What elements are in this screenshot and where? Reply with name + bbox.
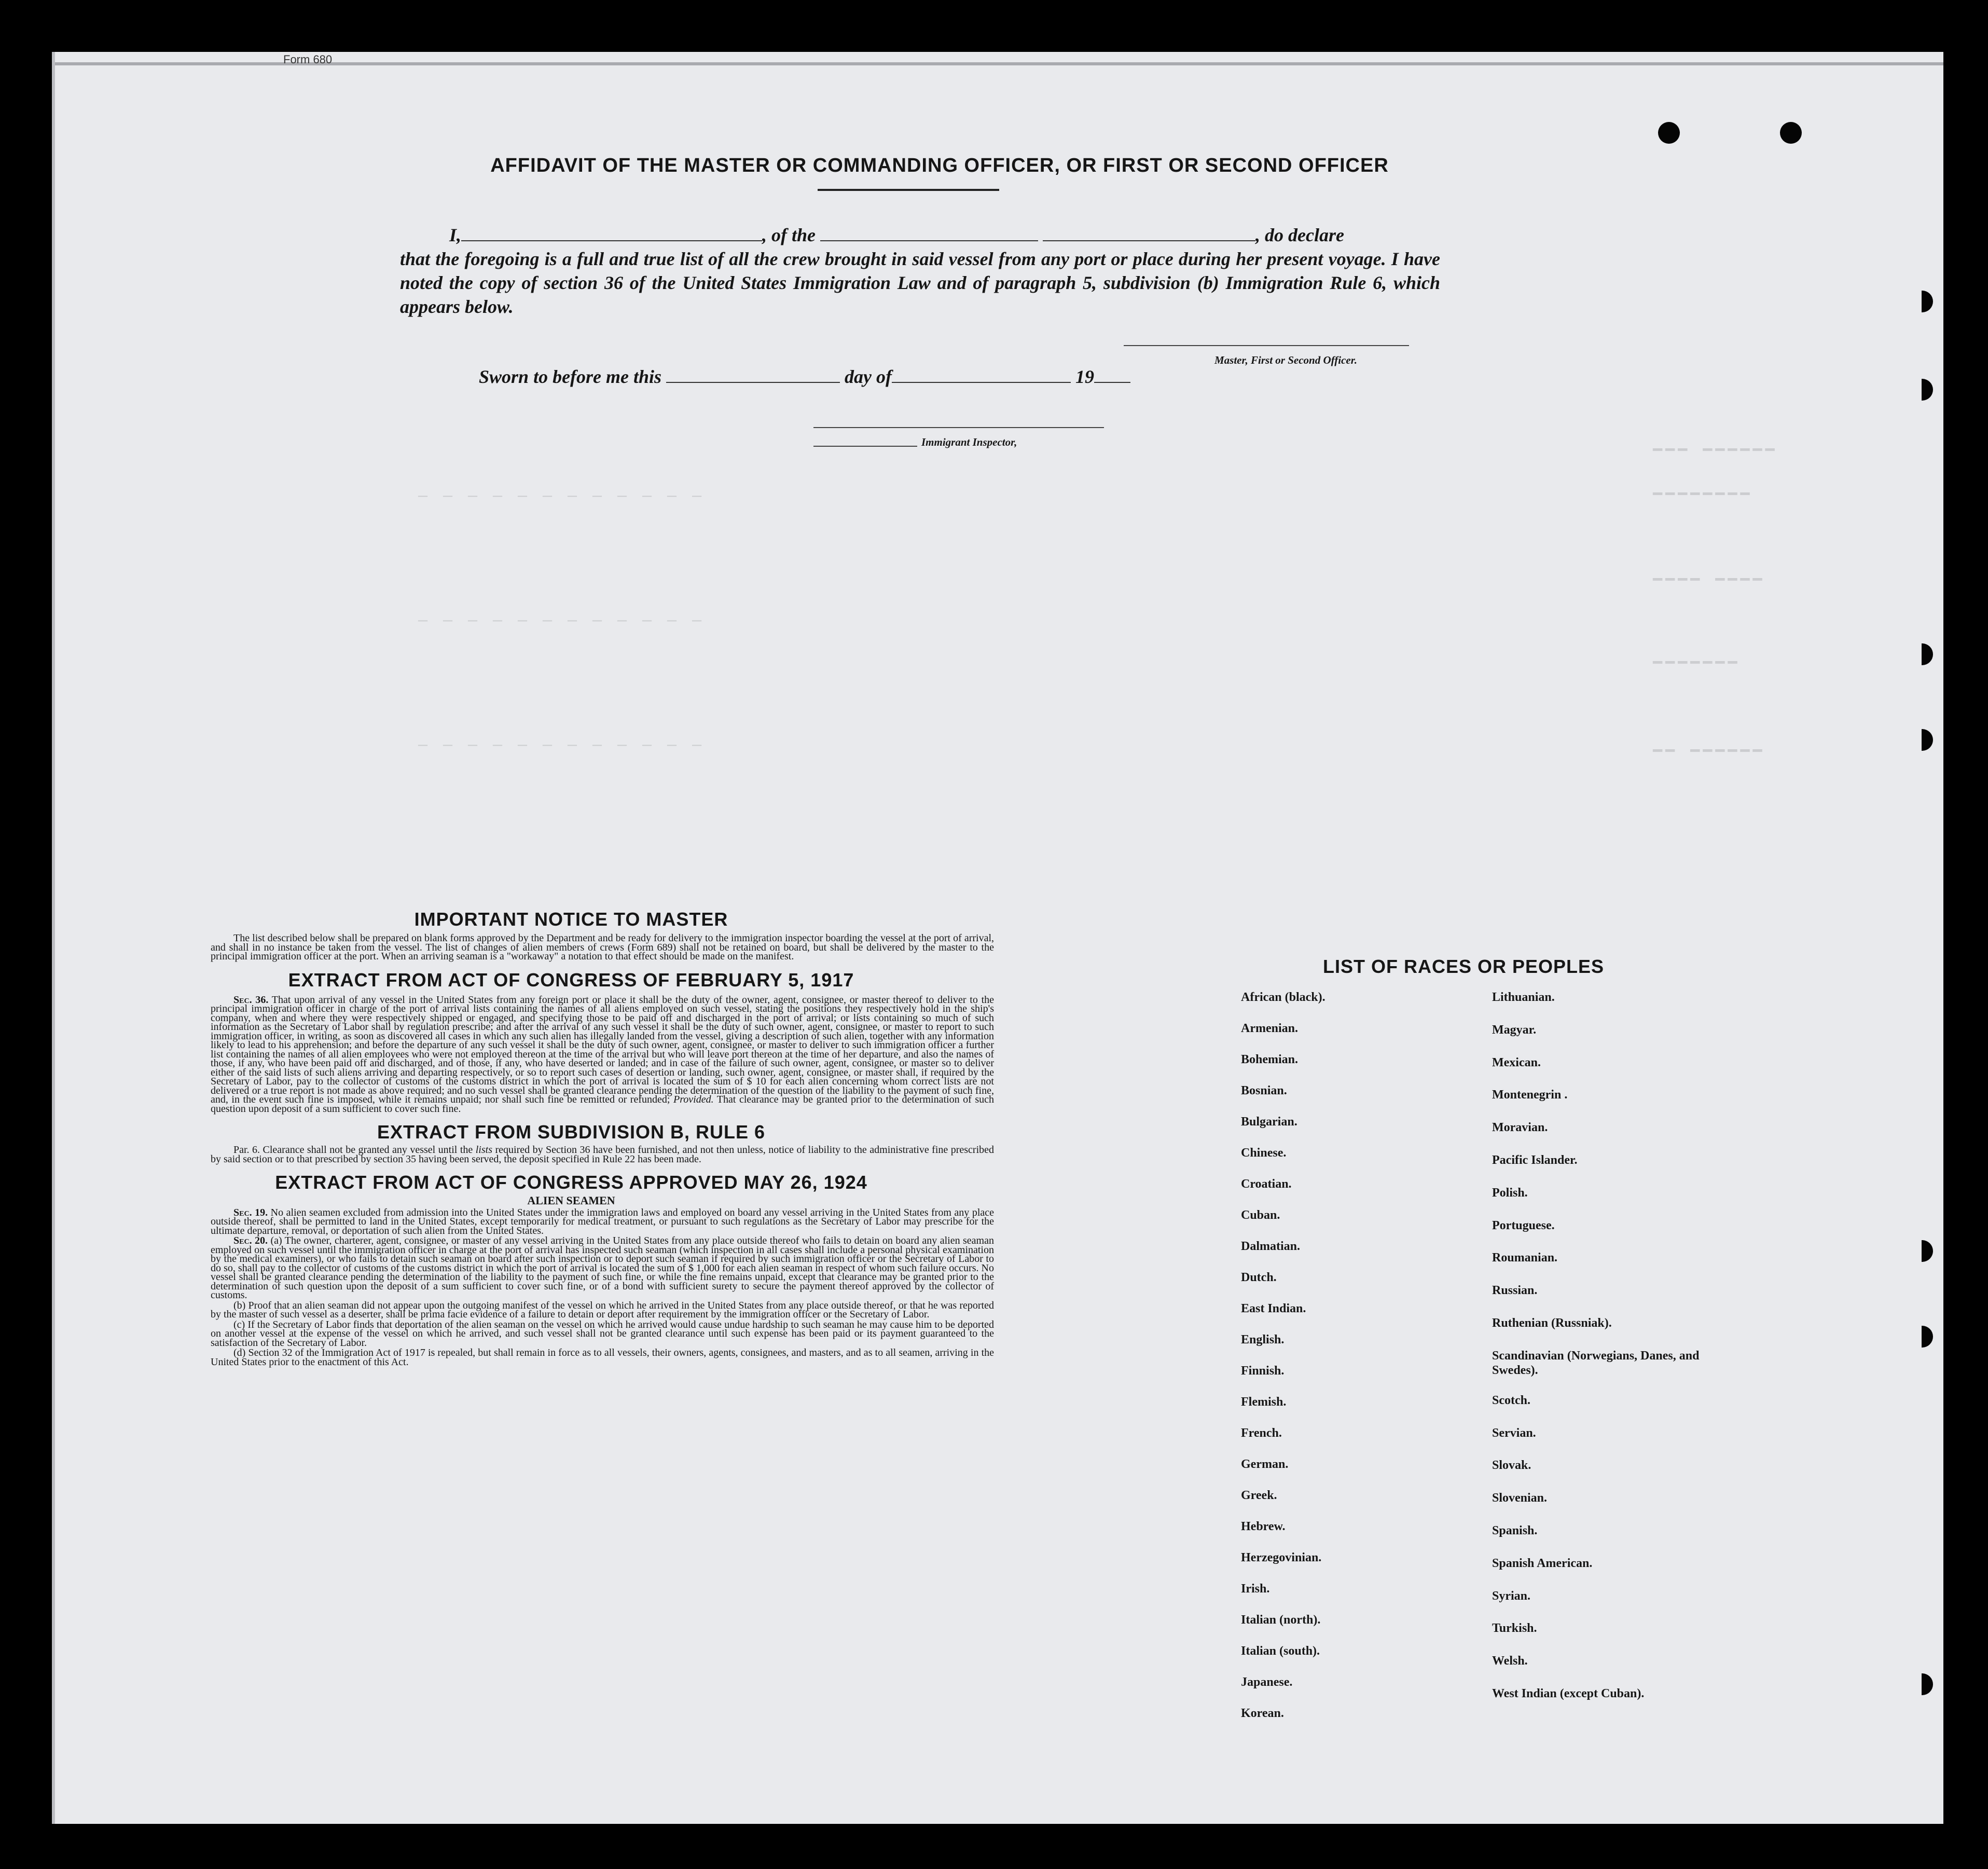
race-item: Herzegovinian. bbox=[1241, 1551, 1322, 1564]
sworn-day-blank[interactable] bbox=[666, 367, 840, 383]
sec36-provided: Provided. bbox=[673, 1094, 714, 1105]
sec20-label: Sec. 20. bbox=[233, 1235, 268, 1246]
extract-1917-text bbox=[211, 996, 994, 1114]
race-item: Cuban. bbox=[1241, 1208, 1280, 1222]
par6-text-b: required by Section 36 have been furnished, and not then unless, notice of liability to the administrative fine prescribed by said section or to that prescribed by section 35 having been served, the deposit specified in Rule 22 has been made. bbox=[211, 1144, 995, 1165]
vessel-name-blank[interactable] bbox=[1043, 226, 1255, 241]
inspector-signature-line[interactable] bbox=[813, 427, 1104, 428]
sec20a-text bbox=[211, 1236, 994, 1300]
race-item: Armenian. bbox=[1241, 1022, 1298, 1035]
extract-rule6-title: EXTRACT FROM SUBDIVISION B, RULE 6 bbox=[377, 1121, 766, 1143]
race-item: Moravian. bbox=[1492, 1121, 1548, 1135]
race-item: Russian. bbox=[1492, 1284, 1538, 1298]
sec36-text-end: That clearance may be granted prior to the determination of such question upon deposit of a sum sufficient to cover such fine. bbox=[211, 1094, 995, 1115]
race-item: Ruthenian (Russniak). bbox=[1492, 1316, 1612, 1330]
sworn-year: 19 bbox=[1075, 366, 1095, 387]
sworn-line bbox=[479, 366, 1130, 388]
race-item: Welsh. bbox=[1492, 1654, 1528, 1668]
race-item: Portuguese. bbox=[1492, 1218, 1555, 1232]
race-item: East Indian. bbox=[1241, 1302, 1306, 1315]
sec36-label: Sec. 36. bbox=[233, 994, 269, 1006]
sec36-text: That upon arrival of any vessel in the United States from any foreign port or place it shall be the duty of the owner, agent, consignee, or master thereof to deliver to the principal immigration officer in charge of the port of arrival lists containing the names of all aliens employed on such vessel, stating the positions they respectively hold in the ship's company, when and where they were respectively shipped or engaged, and specifying those to be paid off and discharged in the port of arrival; or lists containing so much of such information as the Secretary of Labor shall by regulation prescribe; and after the arrival of any such vessel it shall be the duty of such owner, agent, consignee, or master to report to such immigration officer, in writing, as soon as discovered all cases in which any such alien has illegally landed from the vessel, giving a description of such alien, together with any information likely to lead to his apprehension; and before the departure of any such vessel it shall be the duty of such owner, agent, consignee, or master to deliver to such immigration officer a further list containing the names of all alien employees who were not employed thereon at the time of the arrival but who will leave port thereon at the time of her departure, and also the names of those, if any, who have been paid off and discharged, and of those, if any, who have deserted or landed; and in case of the failure of such owner, agent, consignee, or master so to deliver either of the said lists of such aliens arriving and departing respectively, or so to report such cases of desertion or landing, such owner, agent, consignee, or master shall, if required by the Secretary of Labor, pay to the collector of customs of the customs district in which the port of arrival is located the sum of $ 10 for each alien concerning whom correct lists are not delivered or a true report is not made as above required; and no such vessel shall be granted clearance pending the determination of the question of the liability to the payment of such fine, and, in the event such fine is imposed, while it remains unpaid; nor shall such fine be remitted or refunded; bbox=[211, 994, 995, 1105]
race-item: Turkish. bbox=[1492, 1621, 1537, 1636]
extract-rule6-text bbox=[211, 1146, 994, 1164]
races-list-left bbox=[1241, 990, 1326, 1737]
race-item: Scotch. bbox=[1492, 1393, 1530, 1407]
affidavit-text: that the foregoing is a full and true list of all the crew brought in said vessel from any port or place during her present voyage. I have noted the copy of section 36 of the United States Immigration Law and of paragraph 5, subdivision (b) Immigration Rule 6, which appears below. bbox=[400, 249, 1440, 317]
notices-column bbox=[211, 903, 994, 1368]
par6-text-a: Clearance shall not be granted any vessel until the bbox=[263, 1144, 473, 1156]
bleed-through: ━━━━━━━ bbox=[1653, 655, 1741, 673]
top-edge-rule bbox=[55, 62, 1943, 65]
race-item: Bohemian. bbox=[1241, 1053, 1299, 1066]
race-item: Italian (south). bbox=[1241, 1644, 1320, 1658]
sec20b-text: (b) Proof that an alien seaman did not appear upon the outgoing manifest of the vessel on which he arrived in the United States from any place outside thereof, or that he was reported by the master of such vessel as a deserter, shall be prima facie evidence of a failure to detain or deport after requirement by the immigration officer or the Secretary of Labor. bbox=[211, 1299, 994, 1320]
bleed-through: ━━━━━━━━ bbox=[1653, 487, 1753, 504]
race-item: English. bbox=[1241, 1333, 1285, 1346]
race-item: Bulgarian. bbox=[1241, 1115, 1297, 1129]
notice-title: IMPORTANT NOTICE TO MASTER bbox=[414, 909, 728, 930]
notice-text: The list described below shall be prepared on blank forms approved by the Department and be ready for delivery to the immigration inspector boarding the vessel at the port of arrival, and shall in no instance be taken from the vessel. The list of changes of alien members of crews (Form 689) shall not be retained on board, but shall be delivered by the master to the principal immigration officer at the port. When an arriving seaman is a "workaway" a notation to that effect should be made on the manifest. bbox=[211, 932, 994, 962]
sworn-year-blank[interactable] bbox=[1094, 367, 1130, 383]
affidavit-body bbox=[400, 223, 1440, 319]
race-item: Chinese. bbox=[1241, 1146, 1287, 1160]
race-item: Polish. bbox=[1492, 1186, 1528, 1200]
sworn-prefix: Sworn to before me this bbox=[479, 366, 662, 387]
race-item: African (black). bbox=[1241, 991, 1326, 1004]
punch-hole bbox=[1922, 291, 1933, 312]
race-item: Finnish. bbox=[1241, 1364, 1285, 1378]
race-item: Magyar. bbox=[1492, 1023, 1537, 1037]
punch-hole bbox=[1922, 729, 1933, 751]
race-item: Dutch. bbox=[1241, 1271, 1277, 1284]
bleed-through: — — — — — — — — — — — — bbox=[418, 737, 705, 754]
extract-1924-title: EXTRACT FROM ACT OF CONGRESS APPROVED MAY 26, 1924 bbox=[275, 1172, 867, 1193]
race-item: Hebrew. bbox=[1241, 1520, 1286, 1533]
race-item: Flemish. bbox=[1241, 1395, 1287, 1409]
sec19-text bbox=[211, 1208, 994, 1236]
bleed-through: — — — — — — — — — — — — bbox=[418, 612, 705, 630]
sec20c-text: (c) If the Secretary of Labor finds that deportation of the alien seaman on the vessel on which he arrived would cause undue hardship to such seaman he may cause him to be deported on another vessel at the expense of the vessel on which he arrived, and such vessel shall not be granted clearance until such expense has been paid or its payment guaranteed to the satisfaction of the Secretary of Labor. bbox=[211, 1318, 994, 1349]
bleed-through: ━━━━ ━━━━ bbox=[1653, 572, 1765, 590]
race-item: West Indian (except Cuban). bbox=[1492, 1686, 1645, 1700]
sworn-month-blank[interactable] bbox=[892, 367, 1071, 383]
race-item: Bosnian. bbox=[1241, 1084, 1287, 1097]
race-item: German. bbox=[1241, 1458, 1289, 1471]
master-signature-caption: Master, First or Second Officer. bbox=[1214, 354, 1357, 366]
affidavit-title: AFFIDAVIT OF THE MASTER OR COMMANDING OFFICER, OR FIRST OR SECOND OFFICER bbox=[490, 155, 1389, 176]
races-title: LIST OF RACES OR PEOPLES bbox=[1322, 956, 1605, 977]
punch-hole bbox=[1922, 643, 1933, 665]
name-blank[interactable] bbox=[461, 226, 762, 241]
sec19-body: No alien seamen excluded from admission into the United States under the immigration laws and employed on board any vessel arriving in the United States from any place outside thereof, shall be permitted to land in the United States, except temporarily for medical treatment, or pursuant to such regulations as the Secretary of Labor may prescribe for the ultimate departure, removal, or deportation of such alien from the United States. bbox=[211, 1206, 995, 1236]
extract-1924-subtitle: ALIEN SEAMEN bbox=[527, 1194, 615, 1207]
affidavit-declare: , do declare bbox=[1255, 225, 1344, 245]
extract-1917-title: EXTRACT FROM ACT OF CONGRESS OF FEBRUARY 5, 1917 bbox=[288, 969, 854, 991]
vessel-blank[interactable] bbox=[820, 226, 1038, 241]
race-item: Spanish. bbox=[1492, 1523, 1538, 1537]
punch-hole bbox=[1922, 1673, 1933, 1695]
race-item: Mexican. bbox=[1492, 1055, 1541, 1069]
race-item: Korean. bbox=[1241, 1707, 1284, 1720]
race-item: Croatian. bbox=[1241, 1177, 1292, 1191]
affidavit-of-the: , of the bbox=[762, 225, 816, 245]
race-item: Irish. bbox=[1241, 1582, 1270, 1596]
race-item: Greek. bbox=[1241, 1489, 1277, 1502]
inspector-caption: Immigrant Inspector, bbox=[921, 436, 1017, 448]
punch-hole bbox=[1780, 122, 1802, 144]
race-item: Syrian. bbox=[1492, 1589, 1531, 1603]
punch-hole bbox=[1922, 1240, 1933, 1262]
par6-lists: lists bbox=[475, 1144, 492, 1156]
bleed-through: — — — — — — — — — — — — bbox=[418, 488, 705, 505]
race-item: Servian. bbox=[1492, 1426, 1536, 1440]
inspector-title-line bbox=[813, 446, 917, 447]
race-item: Lithuanian. bbox=[1492, 991, 1555, 1004]
race-item: Japanese. bbox=[1241, 1675, 1293, 1689]
race-item: Spanish American. bbox=[1492, 1556, 1593, 1570]
affidavit-i: I, bbox=[449, 225, 462, 245]
race-item: French. bbox=[1241, 1426, 1282, 1440]
document-sheet bbox=[52, 52, 1943, 1824]
title-rule bbox=[818, 189, 999, 191]
form-number: Form 680 bbox=[283, 53, 333, 66]
punch-hole bbox=[1922, 379, 1933, 401]
race-item: Scandinavian (Norwegians, Danes, and Swedes). bbox=[1492, 1349, 1700, 1377]
master-signature-line[interactable] bbox=[1124, 345, 1409, 346]
race-item: Dalmatian. bbox=[1241, 1240, 1300, 1253]
sec20a-body: (a) The owner, charterer, agent, consignee, or master of any vessel arriving in the United States from any place outside thereof who fails to detain on board any alien seaman employed on such vessel until the immigration officer in charge at the port of arrival has inspected such seaman (which inspection in all cases shall include a personal physical examination by the medical examiners), or who fails to detain such seaman on board after such inspection or to deport such seaman if required by such immigration officer or the Secretary of Labor to do so, shall pay to the collector of customs of the customs district in which the port of arrival is located the sum of $ 1,000 for each alien seaman in respect of whom such failure occurs. No vessel shall be granted clearance pending the determination of the liability to the payment of such fine, or while the fine remains unpaid, except that clearance may be granted prior to the determination of such question upon the deposit of a sum sufficient to cover such fine, or of a bond with sufficient surety to secure the payment thereof approved by the collector of customs. bbox=[211, 1235, 994, 1301]
punch-hole bbox=[1922, 1326, 1933, 1348]
sec19-label: Sec. 19. bbox=[233, 1206, 268, 1218]
race-item: Pacific Islander. bbox=[1492, 1153, 1578, 1167]
sec20d-text: (d) Section 32 of the Immigration Act of 1917 is repealed, but shall remain in force as to all vessels, their owners, agents, consignees, and masters, and as to all seamen, arriving in the United States prior to the enactment of this Act. bbox=[211, 1347, 994, 1368]
par6-label: Par. 6. bbox=[233, 1144, 260, 1156]
bleed-through: ━━━ ━━━━━━ bbox=[1653, 443, 1778, 460]
race-item: Italian (north). bbox=[1241, 1613, 1321, 1627]
race-item: Slovak. bbox=[1492, 1459, 1531, 1473]
races-list-right bbox=[1492, 990, 1715, 1731]
race-item: Slovenian. bbox=[1492, 1491, 1548, 1505]
race-item: Roumanian. bbox=[1492, 1251, 1558, 1265]
sworn-day-of: day of bbox=[845, 366, 892, 387]
bleed-through: ━━ ━━━━━━ bbox=[1653, 744, 1765, 761]
affidavit-first-line bbox=[400, 223, 1440, 247]
punch-hole bbox=[1658, 122, 1680, 144]
race-item: Montenegrin . bbox=[1492, 1088, 1568, 1102]
